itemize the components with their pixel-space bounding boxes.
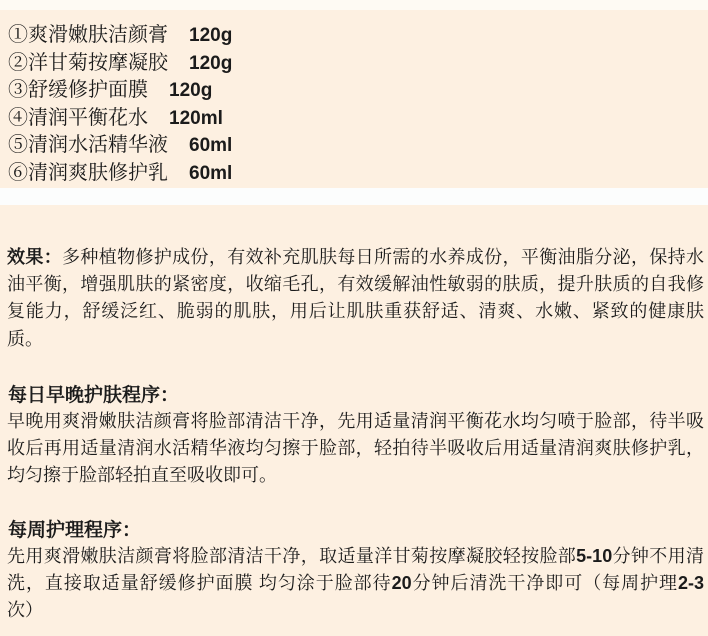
product-name: [8, 107, 148, 129]
product-index: ②: [8, 51, 28, 74]
product-quantity: 60ml: [189, 162, 233, 184]
product-name: [8, 79, 148, 101]
product-index: ③: [8, 79, 28, 102]
product-title: 清润爽肤修护乳: [28, 161, 168, 184]
product-index: ④: [8, 106, 28, 129]
product-row: [8, 105, 232, 133]
product-quantity: 120g: [189, 52, 233, 74]
product-row: [8, 77, 232, 105]
product-index: ⑥: [8, 161, 28, 184]
daily-routine-paragraph: 早晚用爽滑嫩肤洁颜膏将脸部清洁干净，先用适量清润平衡花水均匀喷于脸部，待半吸收后再用适量清润水活精华液均匀擦于脸部，轻拍待半吸收后用适量清润爽肤修护乳，均匀擦于脸部轻拍直至吸收即可。: [7, 411, 704, 486]
product-row: [8, 132, 232, 160]
effects-paragraph: [7, 244, 704, 353]
product-name: [8, 24, 168, 46]
product-quantity: 120ml: [169, 107, 223, 129]
effects-label: 效果：: [7, 247, 63, 267]
product-name: [8, 52, 168, 74]
product-title: 爽滑嫩肤洁颜膏: [28, 24, 168, 46]
product-name: [8, 134, 168, 156]
product-quantity: 60ml: [189, 135, 233, 157]
top-strip: [0, 0, 708, 10]
product-name: [8, 162, 168, 184]
divider-band: [0, 188, 708, 205]
product-row: [8, 50, 232, 78]
effects-text: 多种植物修护成份，有效补充肌肤每日所需的水养成份，平衡油脂分泌，保持水油平衡，增强肌肤的紧密度，收缩毛孔，有效缓解油性敏弱的肤质，提升肤质的自我修复能力，舒缓泛红、脆弱的肌肤，用后让肌肤重获舒适、清爽、水嫩、紧致的健康肤质。: [7, 247, 705, 349]
product-index: ⑤: [8, 134, 28, 157]
product-row: [8, 160, 232, 188]
product-row: [8, 22, 232, 50]
product-list: [8, 22, 232, 188]
weekly-routine-heading: 每周护理程序：: [8, 520, 142, 541]
product-title: 舒缓修护面膜: [28, 79, 148, 102]
product-title: 清润平衡花水: [28, 106, 148, 129]
product-title: 清润水活精华液: [28, 134, 168, 157]
product-index: ①: [8, 24, 28, 46]
weekly-routine-paragraph: 先用爽滑嫩肤洁颜膏将脸部清洁干净，取适量洋甘菊按摩凝胶轻按脸部5-10分钟不用清洗，直接取适量舒缓修护面膜 均匀涂于脸部待20分钟后清洗干净即可（每周护理2-3次）: [7, 546, 705, 621]
product-quantity: 120g: [169, 80, 213, 102]
daily-routine-heading: 每日早晚护肤程序：: [8, 385, 180, 406]
product-title: 洋甘菊按摩凝胶: [28, 51, 168, 74]
product-quantity: 120g: [189, 25, 233, 46]
